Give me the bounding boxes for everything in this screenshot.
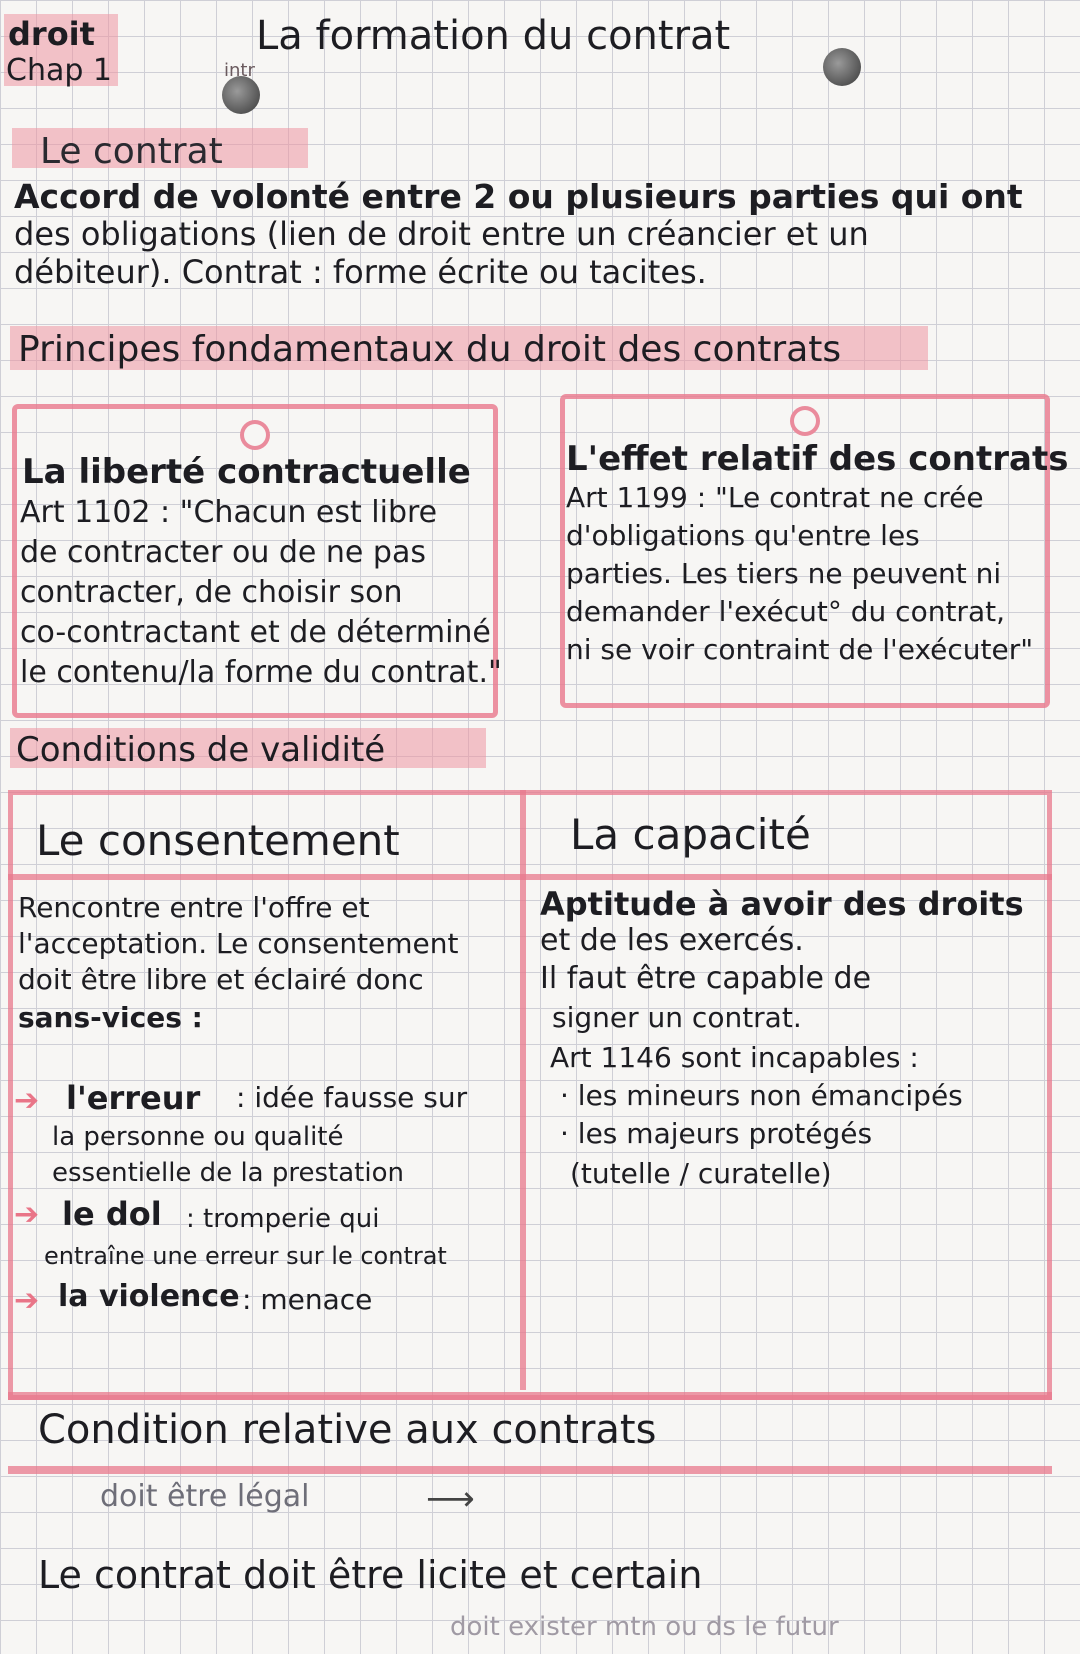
liberte-line-2: de contracter ou de ne pas — [20, 535, 426, 570]
effet-line-3: parties. Les tiers ne peuvent ni — [566, 557, 1002, 590]
validite-heading: Conditions de validité — [16, 730, 386, 770]
capacite-line-1: Aptitude à avoir des droits — [540, 885, 1024, 923]
liberte-title: La liberté contractuelle — [22, 452, 471, 492]
relative-heading: Condition relative aux contrats — [38, 1407, 657, 1453]
vice-erreur-line-1: : idée fausse sur — [236, 1081, 468, 1114]
punch-hole-right — [823, 48, 861, 86]
effet-line-5: ni se voir contraint de l'exécuter" — [566, 633, 1034, 666]
contrat-line-1: Accord de volonté entre 2 ou plusieurs parties qui ont — [14, 177, 1023, 216]
effet-title: L'effet relatif des contrats — [566, 439, 1069, 479]
contrat-line-2: des obligations (lien de droit entre un créancier et un — [14, 215, 869, 253]
vice-dol-line-2: entraîne une erreur sur le contrat — [44, 1242, 447, 1270]
consentement-line-2: l'acceptation. Le consentement — [18, 927, 459, 960]
capacite-line-8: (tutelle / curatelle) — [570, 1157, 832, 1190]
vice-erreur-line-2: la personne ou qualité — [52, 1122, 344, 1152]
consentement-title: Le consentement — [36, 816, 400, 865]
consentement-line-4: sans-vices : — [18, 1001, 203, 1034]
relative-line: Le contrat doit être licite et certain — [38, 1553, 703, 1597]
pin-effet — [790, 406, 820, 436]
capacite-line-2: et de les exercés. — [540, 923, 804, 958]
consentement-line-1: Rencontre entre l'offre et — [18, 891, 370, 924]
vice-violence-line-1: : menace — [242, 1283, 373, 1316]
liberte-line-3: contracter, de choisir son — [20, 575, 403, 610]
arrow-right-icon: ⟶ — [426, 1479, 475, 1519]
relative-note-2: doit exister mtn ou ds le futur — [450, 1612, 839, 1642]
effet-line-1: Art 1199 : "Le contrat ne crée — [566, 481, 984, 514]
liberte-line-4: co-contractant et de déterminé — [20, 615, 491, 650]
chapter-label: Chap 1 — [6, 53, 113, 88]
vice-dol-term: le dol — [62, 1195, 162, 1233]
pin-liberte — [240, 420, 270, 450]
margin-note: intr — [224, 60, 255, 81]
capacite-title: La capacité — [570, 810, 811, 859]
capacite-line-6: · les mineurs non émancipés — [560, 1079, 963, 1112]
contrat-line-3: débiteur). Contrat : forme écrite ou tacites. — [14, 253, 707, 291]
validite-table-divider — [520, 790, 526, 1390]
relative-rule-bottom — [8, 1466, 1052, 1474]
validite-table-header-rule — [8, 874, 1052, 880]
contrat-heading: Le contrat — [40, 131, 223, 172]
capacite-line-3: Il faut être capable de — [540, 961, 872, 996]
page-title: La formation du contrat — [256, 13, 731, 59]
punch-hole-left — [222, 76, 260, 114]
vice-erreur-line-3: essentielle de la prestation — [52, 1158, 404, 1188]
capacite-line-7: · les majeurs protégés — [560, 1117, 873, 1150]
arrow-icon: ➔ — [14, 1283, 40, 1318]
liberte-line-1: Art 1102 : "Chacun est libre — [20, 495, 438, 530]
relative-note-1: doit être légal — [100, 1479, 310, 1514]
vice-dol-line-1: : tromperie qui — [186, 1204, 380, 1234]
consentement-line-3: doit être libre et éclairé donc — [18, 963, 424, 996]
effet-line-4: demander l'exécut° du contrat, — [566, 595, 1005, 628]
arrow-icon: ➔ — [14, 1083, 40, 1118]
capacite-line-5: Art 1146 sont incapables : — [550, 1041, 919, 1074]
subject-label: droit — [8, 15, 95, 53]
vice-erreur-term: l'erreur — [66, 1079, 201, 1117]
effet-line-2: d'obligations qu'entre les — [566, 519, 920, 552]
relative-rule-top — [8, 1392, 1052, 1400]
arrow-icon: ➔ — [14, 1197, 40, 1232]
capacite-line-4: signer un contrat. — [552, 1001, 802, 1034]
principes-heading: Principes fondamentaux du droit des contrats — [18, 329, 842, 370]
vice-violence-term: la violence — [58, 1279, 240, 1314]
liberte-line-5: le contenu/la forme du contrat." — [20, 655, 502, 690]
